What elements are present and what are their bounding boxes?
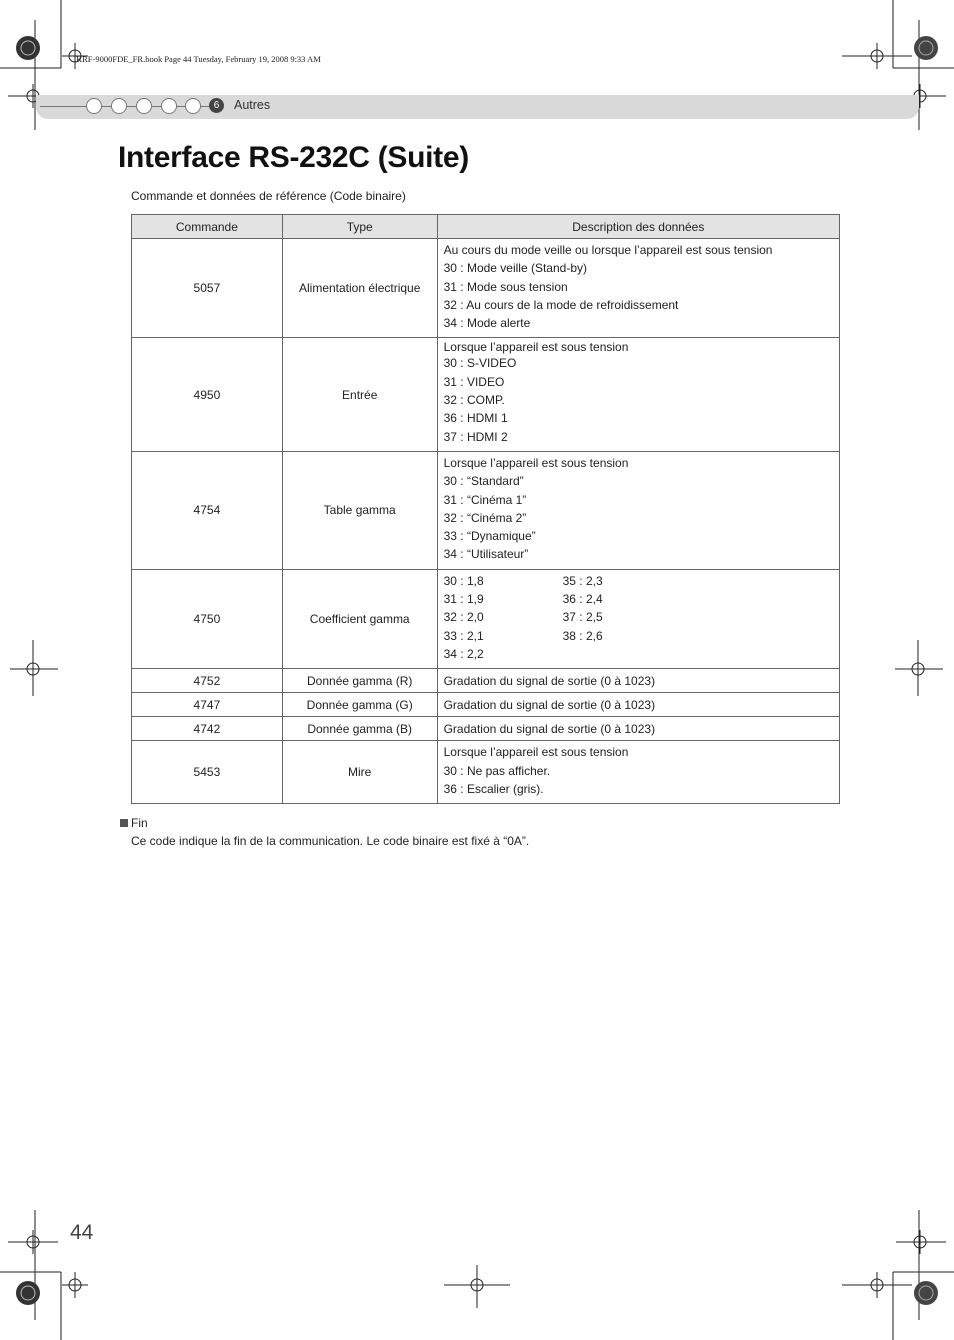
- command-type: Donnée gamma (B): [282, 717, 437, 741]
- chapter-dot-icon: [185, 98, 201, 114]
- command-description: [437, 569, 839, 668]
- section-heading: [120, 816, 148, 830]
- description-line: Lorsque l’appareil est sous tension: [443, 455, 629, 470]
- chapter-dot-icon: [86, 98, 102, 114]
- table-row: [132, 239, 840, 338]
- description-line: 32 : “Cinéma 2”: [443, 510, 527, 525]
- table-header-row: [132, 215, 840, 239]
- description-line: Lorsque l’appareil est sous tension: [443, 340, 629, 355]
- description-line: 34 : “Utilisateur”: [443, 547, 529, 562]
- gamma-value: 38 : 2,6: [562, 628, 603, 643]
- description-line: 33 : “Dynamique”: [443, 529, 536, 544]
- description-line: Au cours du mode veille ou lorsque l’appareil est sous tension: [443, 243, 773, 257]
- page-title: Interface RS-232C (Suite): [118, 141, 469, 174]
- command-code: 4752: [132, 669, 283, 693]
- command-type: Entrée: [282, 338, 437, 451]
- command-code: 5057: [132, 239, 283, 338]
- description-line: 30 : S-VIDEO: [443, 356, 517, 371]
- section-heading-text: Fin: [131, 816, 148, 830]
- command-description: [437, 338, 839, 451]
- table-row: [132, 717, 840, 741]
- command-code: 4950: [132, 338, 283, 451]
- description-line: 36 : Escalier (gris).: [443, 781, 544, 796]
- gamma-value: 30 : 1,8: [443, 573, 484, 588]
- command-description: [437, 451, 839, 569]
- table-caption: Commande et données de référence (Code binaire): [131, 189, 406, 203]
- gamma-value: 36 : 2,4: [562, 592, 603, 607]
- command-description: Gradation du signal de sortie (0 à 1023): [437, 693, 839, 717]
- chapter-title: Autres: [234, 98, 271, 112]
- description-line: 30 : Ne pas afficher.: [443, 763, 551, 778]
- command-type: Coefficient gamma: [282, 569, 437, 668]
- command-code: 4747: [132, 693, 283, 717]
- command-type: Mire: [282, 741, 437, 804]
- command-code: 4742: [132, 717, 283, 741]
- column-header-description: Description des données: [437, 215, 839, 239]
- gamma-value: 32 : 2,0: [443, 610, 484, 625]
- command-code: 4754: [132, 451, 283, 569]
- gamma-value: 37 : 2,5: [562, 610, 603, 625]
- section-body: Ce code indique la fin de la communication. Le code binaire est fixé à “0A”.: [131, 834, 530, 848]
- description-line: 36 : HDMI 1: [443, 411, 508, 426]
- command-description: Gradation du signal de sortie (0 à 1023): [437, 669, 839, 693]
- description-line: Lorsque l’appareil est sous tension: [443, 745, 629, 760]
- description-line: 37 : HDMI 2: [443, 429, 508, 444]
- registration-mark-mid-left-icon: [10, 640, 60, 700]
- description-line: 34 : Mode alerte: [443, 316, 531, 331]
- table-row: [132, 669, 840, 693]
- table-row: [132, 338, 840, 451]
- command-type: Donnée gamma (R): [282, 669, 437, 693]
- gamma-value: 33 : 2,1: [443, 628, 484, 643]
- chapter-dot-icon: [111, 98, 127, 114]
- chapter-dot-icon: [161, 98, 177, 114]
- command-code: 4750: [132, 569, 283, 668]
- file-header: KRF-9000FDE_FR.book Page 44 Tuesday, February 19, 2008 9:33 AM: [76, 54, 321, 64]
- column-header-commande: Commande: [132, 215, 283, 239]
- gamma-value: 35 : 2,3: [562, 573, 603, 588]
- command-table: [131, 214, 840, 804]
- table-row: [132, 741, 840, 804]
- table-row: [132, 451, 840, 569]
- description-line: 31 : “Cinéma 1”: [443, 492, 527, 507]
- registration-mark-mid-right-icon: [895, 640, 945, 700]
- table-row: [132, 693, 840, 717]
- registration-mark-bottom-center-icon: [440, 1260, 520, 1340]
- command-description: [437, 239, 839, 338]
- gamma-value: 34 : 2,2: [443, 646, 484, 661]
- command-type: Donnée gamma (G): [282, 693, 437, 717]
- command-description: Gradation du signal de sortie (0 à 1023): [437, 717, 839, 741]
- table-row: [132, 569, 840, 668]
- column-header-type: Type: [282, 215, 437, 239]
- command-type: Alimentation électrique: [282, 239, 437, 338]
- description-line: 31 : Mode sous tension: [443, 279, 568, 294]
- command-description: [437, 741, 839, 804]
- description-line: 30 : “Standard”: [443, 474, 524, 489]
- square-bullet-icon: [120, 819, 128, 827]
- gamma-value: 31 : 1,9: [443, 592, 484, 607]
- registration-mark-bottom-left-icon: [0, 1210, 130, 1340]
- chapter-number-badge: 6: [209, 98, 224, 113]
- registration-mark-bottom-right-icon: [824, 1210, 954, 1340]
- description-line: 30 : Mode veille (Stand-by): [443, 261, 587, 276]
- command-code: 5453: [132, 741, 283, 804]
- chapter-dot-icon: [136, 98, 152, 114]
- command-type: Table gamma: [282, 451, 437, 569]
- description-line: 32 : Au cours de la mode de refroidissement: [443, 297, 679, 312]
- description-line: 32 : COMP.: [443, 393, 505, 408]
- page-number: 44: [70, 1221, 94, 1244]
- description-line: 31 : VIDEO: [443, 374, 505, 389]
